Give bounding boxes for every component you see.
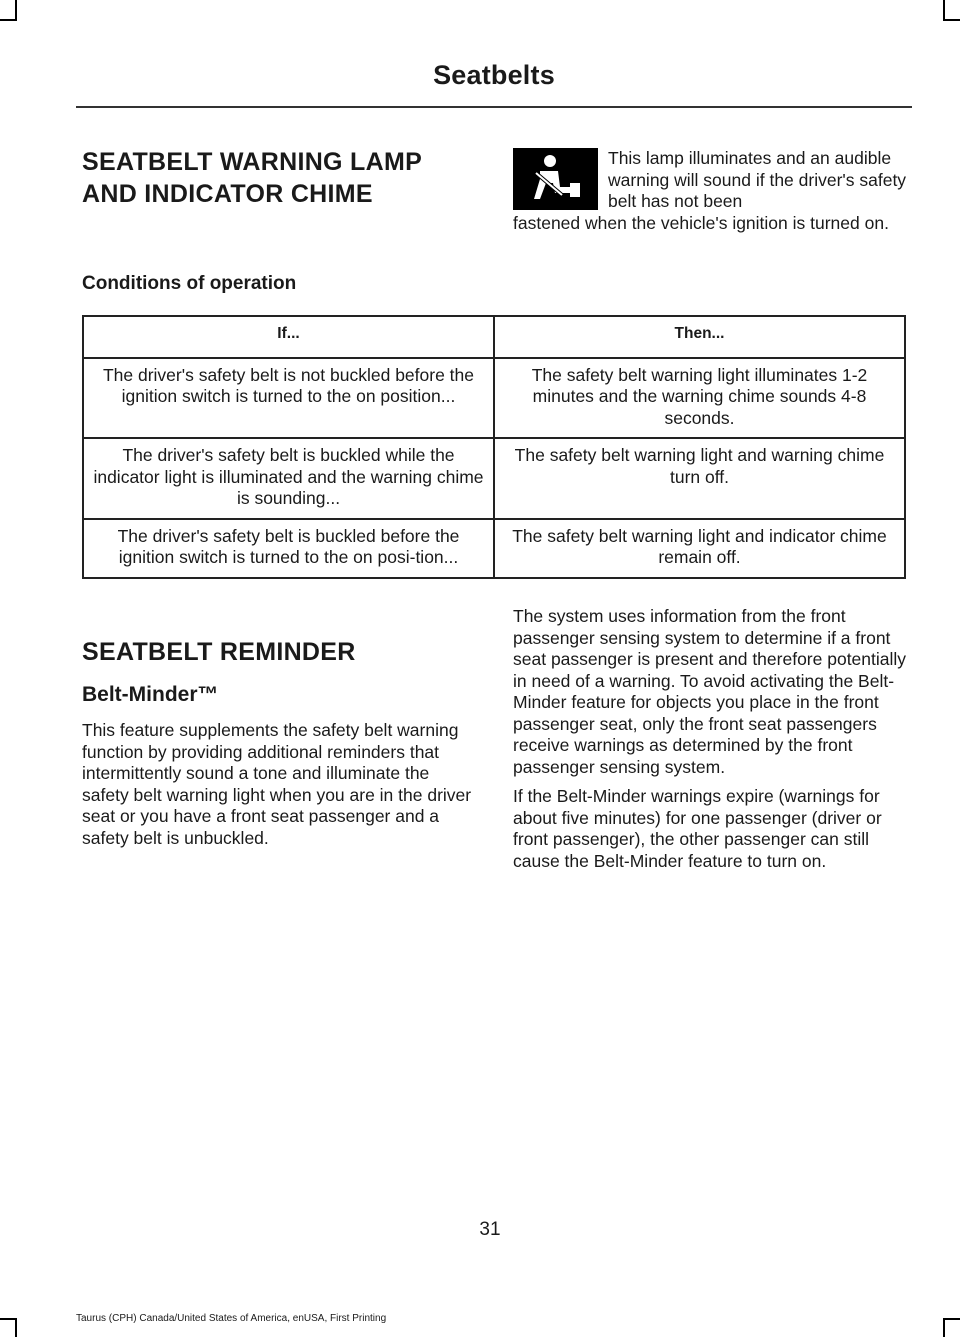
crop-mark <box>15 1318 17 1337</box>
table-row <box>83 358 905 439</box>
paragraph: This feature supplements the safety belt warning function by providing additional reminders that intermittently sound a tone and illuminate the safety belt warning light when you are in the driver seat or you have a front seat passenger and a safety belt is unbuckled. <box>82 720 472 848</box>
page-number: 31 <box>479 1219 501 1240</box>
paragraph: The system uses information from the front passenger sensing system to determine if a front seat passenger is present and therefore potentially in need of a warning. To avoid activating the Belt-Minder feature for objects you place in the front passenger seat, only the front seat passengers receive warnings as determined by the front passenger sensing system. <box>513 606 907 777</box>
table-cell-if: The driver's safety belt is not buckled before the ignition switch is turned to the on position... <box>83 358 494 439</box>
table-header-row <box>83 316 905 358</box>
table-cell-then: The safety belt warning light and warning chime turn off. <box>494 438 905 519</box>
crop-mark <box>943 19 960 21</box>
reminder-left-column <box>82 720 477 857</box>
crop-mark <box>943 1318 960 1320</box>
column-header-then: Then... <box>494 316 905 358</box>
crop-mark <box>15 0 17 20</box>
table-row <box>83 519 905 578</box>
paragraph: If the Belt-Minder warnings expire (warnings for about five minutes) for one passenger (driver or front passenger), the other passenger can still cause the Belt-Minder feature to turn on. <box>513 786 882 871</box>
page-header-title: Seatbelts <box>433 60 555 90</box>
table-cell-if: The driver's safety belt is buckled before the ignition switch is turned to the on posi-tion... <box>83 519 494 578</box>
table-row <box>83 438 905 519</box>
table-cell-then: The safety belt warning light and indicator chime remain off. <box>494 519 905 578</box>
lamp-description-top: This lamp illuminates and an audible warning will sound if the driver's safety belt has not been <box>608 148 907 211</box>
crop-mark <box>0 19 17 21</box>
lamp-description-bottom: fastened when the vehicle's ignition is turned on. <box>513 213 889 233</box>
section-title-line2: AND INDICATOR CHIME <box>82 180 373 208</box>
column-header-if: If... <box>83 316 494 358</box>
reminder-right-column <box>513 606 908 880</box>
reminder-section-title: SEATBELT REMINDER <box>82 638 356 666</box>
conditions-heading: Conditions of operation <box>82 273 297 294</box>
conditions-table <box>82 315 906 579</box>
table-cell-then: The safety belt warning light illuminates 1-2 minutes and the warning chime sounds 4-8 seconds. <box>494 358 905 439</box>
crop-mark <box>943 0 945 20</box>
footer-text: Taurus (CPH) Canada/United States of America, enUSA, First Printing <box>76 1313 387 1324</box>
header-rule <box>76 106 912 108</box>
crop-mark <box>0 1318 17 1320</box>
belt-minder-subtitle: Belt-Minder™ <box>82 683 219 706</box>
section-title-line1: SEATBELT WARNING LAMP <box>82 148 423 176</box>
table-cell-if: The driver's safety belt is buckled while the indicator light is illuminated and the warning chime is sounding... <box>83 438 494 519</box>
crop-mark <box>943 1318 945 1337</box>
seatbelt-warning-icon <box>513 148 598 210</box>
